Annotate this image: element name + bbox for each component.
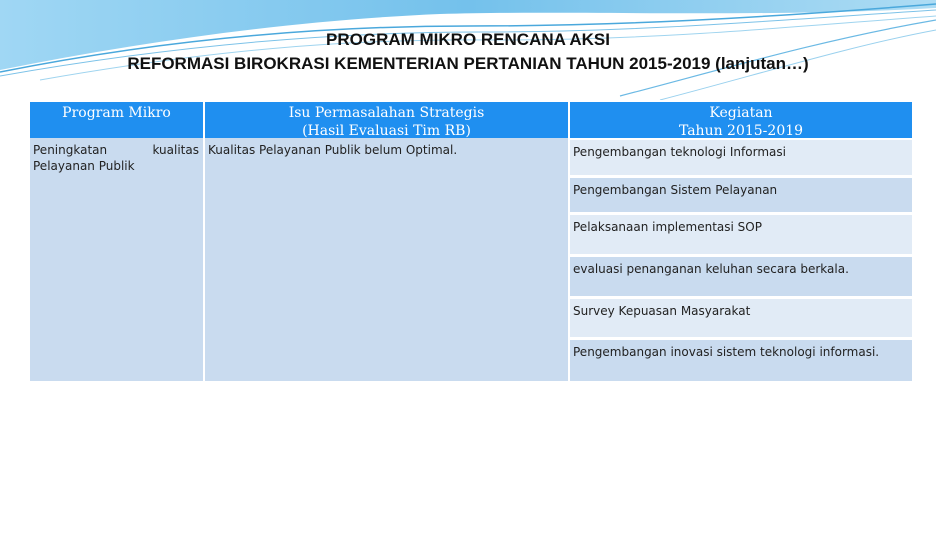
kegiatan-text: Pengembangan teknologi Informasi — [573, 145, 786, 159]
header-isu-line1: Isu Permasalahan Strategis — [288, 105, 485, 121]
kegiatan-text: Pelaksanaan implementasi SOP — [573, 220, 762, 234]
kegiatan-text: Survey Kepuasan Masyarakat — [573, 304, 751, 318]
program-mikro-cell: Peningkatan kualitas Pelayanan Publik — [33, 143, 199, 173]
header-isu-line2: (Hasil Evaluasi Tim RB) — [302, 123, 471, 139]
kegiatan-row — [570, 178, 912, 215]
isu-cell: Kualitas Pelayanan Publik belum Optimal. — [208, 143, 458, 157]
header-kegiatan-line1: Kegiatan — [709, 105, 773, 121]
kegiatan-row — [570, 215, 912, 257]
header-kegiatan-line2: Tahun 2015-2019 — [678, 123, 804, 139]
header-program-mikro — [30, 102, 203, 138]
kegiatan-row — [570, 257, 912, 299]
page-title-line1: PROGRAM MIKRO RENCANA AKSI — [326, 30, 610, 49]
header-program-label: Program Mikro — [62, 105, 171, 121]
header-isu — [205, 102, 568, 138]
kegiatan-row — [570, 140, 912, 178]
header-kegiatan — [570, 102, 912, 138]
page-title-line2: REFORMASI BIROKRASI KEMENTERIAN PERTANIAN TAHUN 2015-2019 (lanjutan…) — [127, 54, 809, 73]
kegiatan-text: Pengembangan Sistem Pelayanan — [573, 183, 778, 197]
kegiatan-row — [570, 299, 912, 340]
kegiatan-text: evaluasi penanganan keluhan secara berkala. — [573, 262, 849, 276]
kegiatan-row — [570, 340, 912, 381]
kegiatan-text: Pengembangan inovasi sistem teknologi informasi. — [573, 345, 880, 359]
decorative-swoosh — [0, 0, 936, 100]
